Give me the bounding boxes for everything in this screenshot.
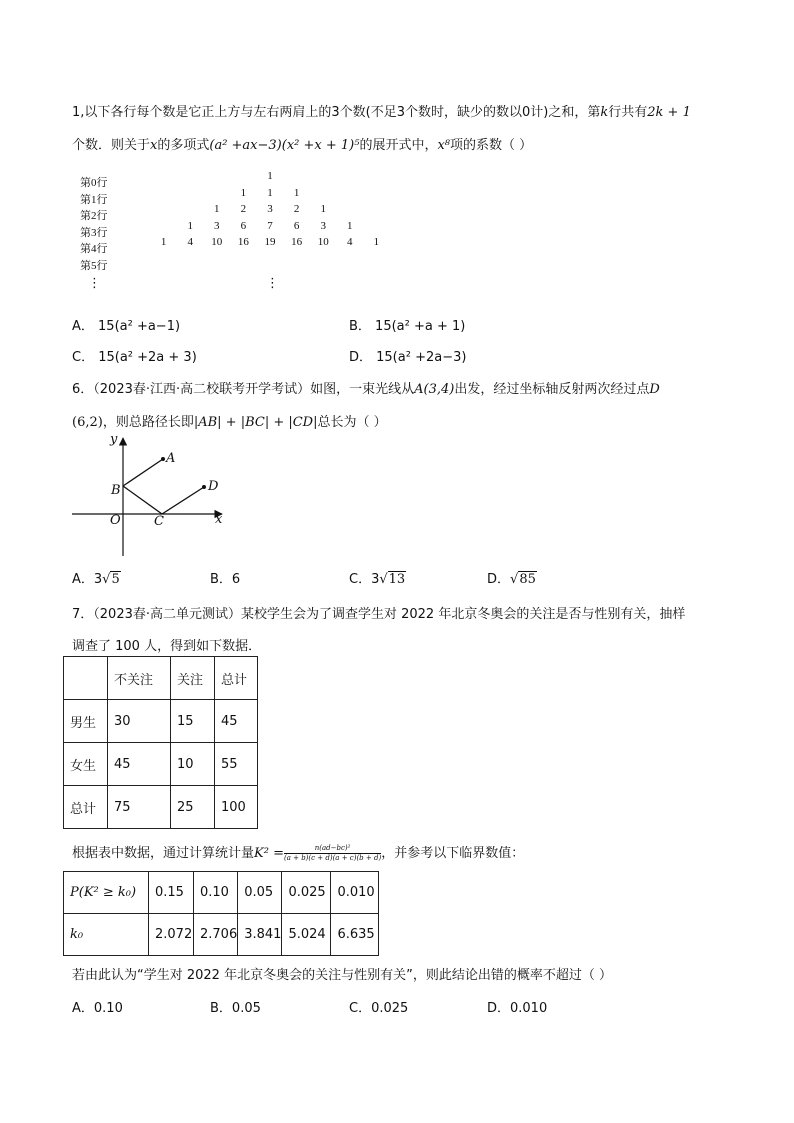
table-cell: 45 — [108, 743, 171, 786]
table-cell: 2.706 — [194, 914, 238, 956]
triangle-cell: 2 — [293, 203, 300, 215]
table-cell: 0.10 — [194, 872, 238, 914]
q6-line1: 6．（2023春·江西·高二校联考开学考试）如图，一束光线从A(3,4)出发，经过坐标轴反射两次经过点D — [72, 382, 660, 397]
q1-option-c[interactable]: C． 15(a² +2a + 3) — [72, 350, 197, 365]
triangle-cell: 1 — [240, 186, 247, 199]
table-cell: 45 — [215, 700, 258, 743]
triangle-cell: 4 — [187, 236, 193, 248]
triangle-cell: 1 — [267, 170, 273, 182]
triangle-row-label: 第4行 — [80, 243, 108, 255]
table-cell: 25 — [171, 786, 215, 829]
q7-formula-line: 根据表中数据，通过计算统计量K² = $\frac{\text{n(ad−bc)²}}{(a + b)(c + d)(a + c)(b + d)}$ ，并参考以下临界数值： — [72, 844, 525, 862]
table-cell: 2.072 — [149, 914, 194, 956]
fig-label-b: B — [111, 483, 121, 498]
triangle-row-label: 第5行 — [80, 259, 108, 272]
q1-option-a[interactable]: A． 15(a² +a−1) — [72, 319, 181, 334]
triangle-cell: 1 — [187, 219, 193, 232]
table-cell: 30 — [108, 700, 171, 743]
triangle-cell: 10 — [211, 236, 223, 248]
table-cell: 0.010 — [331, 872, 379, 914]
triangle-cell: 16 — [237, 236, 249, 248]
q6-option-a[interactable]: A．3√5 — [72, 572, 120, 587]
fig-label-o: O — [110, 513, 121, 528]
q7-line1: 7．（2023春·高二单元测试）某校学生会为了调查学生对 2022 年北京冬奥会的关注是否与性别有关，抽样 — [72, 607, 686, 622]
triangle-dots-center: ⋮ — [266, 276, 279, 291]
critical-value-table — [63, 871, 379, 956]
q1-option-b[interactable]: B． 15(a² +a + 1) — [349, 319, 466, 334]
fig-label-c: C — [154, 514, 164, 529]
table-header-cell: 总计 — [215, 657, 258, 700]
triangle-cell: 1 — [293, 186, 300, 199]
fig-label-x: x — [215, 512, 223, 527]
triangle-cell: 1 — [320, 203, 326, 215]
triangle-cell: 1 — [160, 236, 167, 248]
triangle-cell: 1 — [214, 203, 220, 215]
table-cell: 3.841 — [238, 914, 282, 956]
table-cell: 6.635 — [331, 914, 379, 956]
table-cell: 0.15 — [149, 872, 194, 914]
q7-option-c[interactable]: C．0.025 — [349, 1001, 409, 1016]
triangle-row-label: 第0行 — [80, 177, 108, 189]
table-header-cell: 不关注 — [108, 657, 171, 700]
triangle-dots-left: ⋮ — [88, 276, 101, 291]
triangle-cell: 1 — [347, 219, 353, 232]
point-d — [202, 485, 206, 489]
triangle-cell: 1 — [373, 236, 380, 248]
table-cell: 5.024 — [282, 914, 331, 956]
q7-line2: 调查了 100 人，得到如下数据． — [72, 639, 262, 654]
q6-option-d[interactable]: D．√85 — [487, 572, 536, 587]
chi-square-fraction: $\frac{\text{n(ad−bc)²}}{(a + b)(c + d)(a + c)(b + d)}$ — [283, 844, 382, 862]
table-header-cell — [64, 657, 108, 700]
number-triangle — [80, 170, 400, 300]
triangle-cell: 6 — [293, 219, 300, 232]
triangle-cell: 16 — [291, 236, 303, 248]
table-cell: 55 — [215, 743, 258, 786]
table-cell: 15 — [171, 700, 215, 743]
table-cell: k₀ — [64, 914, 149, 956]
triangle-cell: 2 — [240, 203, 247, 215]
q1-line1: 1,以下各行每个数是它正上方与左右两肩上的3个数(不足3个数时，缺少的数以0计)之和，第k行共有2k + 1 — [72, 105, 691, 120]
table-cell: 10 — [171, 743, 215, 786]
segment-ab — [123, 459, 163, 486]
q7-question: 若由此认为“学生对 2022 年北京冬奥会的关注与性别有关”，则此结论出错的概率不超过（ ） — [72, 968, 612, 983]
fig-label-y: y — [110, 432, 118, 447]
triangle-cell: 3 — [214, 219, 220, 232]
table-cell: 0.025 — [282, 872, 331, 914]
triangle-cell: 6 — [240, 219, 247, 232]
survey-table — [63, 656, 258, 829]
segment-cd — [162, 487, 204, 514]
triangle-cell: 7 — [267, 219, 273, 232]
triangle-row-label: 第3行 — [80, 226, 108, 239]
q7-option-d[interactable]: D．0.010 — [487, 1001, 548, 1016]
segment-bc — [123, 486, 162, 514]
q6-option-b[interactable]: B．6 — [210, 572, 241, 587]
triangle-cell: 1 — [267, 186, 273, 199]
triangle-row-label: 第2行 — [80, 210, 108, 222]
fig-label-d: D — [208, 479, 219, 494]
triangle-cell: 3 — [320, 219, 326, 232]
q6-line2: (6,2)，则总路径长即|AB| + |BC| + |CD|总长为（ ） — [72, 415, 387, 430]
q7-option-b[interactable]: B．0.05 — [210, 1001, 261, 1016]
table-cell: 男生 — [64, 700, 108, 743]
q1-option-d[interactable]: D． 15(a² +2a−3) — [349, 350, 467, 365]
q1-line2: 个数．则关于x的多项式(a² +ax−3)(x² +x + 1)⁵的展开式中，x⁸项的系数（ ） — [72, 138, 533, 153]
triangle-cell: 10 — [317, 236, 329, 248]
q7-option-a[interactable]: A．0.10 — [72, 1001, 123, 1016]
q6-option-c[interactable]: C．3√13 — [349, 572, 406, 587]
table-cell: P(K² ≥ k₀) — [64, 872, 149, 914]
table-cell: 100 — [215, 786, 258, 829]
table-cell: 总计 — [64, 786, 108, 829]
table-cell: 0.05 — [238, 872, 282, 914]
table-header-cell: 关注 — [171, 657, 215, 700]
table-cell: 75 — [108, 786, 171, 829]
fig-label-a: A — [166, 451, 176, 466]
triangle-cell: 19 — [264, 236, 276, 248]
triangle-cell: 4 — [347, 236, 353, 248]
triangle-cell: 3 — [267, 203, 273, 215]
table-cell: 女生 — [64, 743, 108, 786]
triangle-row-label: 第1行 — [80, 193, 108, 206]
point-a — [161, 457, 165, 461]
